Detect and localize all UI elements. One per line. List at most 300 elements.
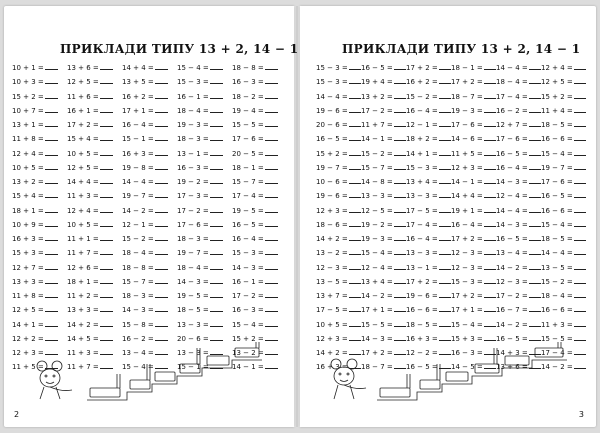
answer-blank[interactable]: [484, 289, 496, 298]
answer-blank[interactable]: [210, 90, 223, 99]
exercise-text: 16 − 5 =: [541, 192, 573, 201]
answer-blank[interactable]: [394, 303, 406, 312]
answer-blank[interactable]: [100, 246, 113, 255]
answer-blank[interactable]: [574, 318, 586, 327]
answer-blank[interactable]: [45, 289, 58, 298]
answer-blank[interactable]: [439, 175, 451, 184]
answer-blank[interactable]: [439, 147, 451, 156]
answer-blank[interactable]: [484, 147, 496, 156]
answer-blank[interactable]: [439, 232, 451, 241]
exercise-item: [232, 161, 287, 175]
answer-blank[interactable]: [45, 61, 58, 70]
answer-blank[interactable]: [265, 61, 278, 70]
answer-blank[interactable]: [45, 303, 58, 312]
answer-blank[interactable]: [265, 218, 278, 227]
answer-blank[interactable]: [100, 147, 113, 156]
answer-blank[interactable]: [529, 161, 541, 170]
answer-blank[interactable]: [574, 118, 586, 127]
exercise-text: 16 − 5 =: [232, 220, 264, 229]
exercise-text: 12 − 4 =: [361, 263, 393, 272]
answer-blank[interactable]: [529, 332, 541, 341]
exercise-text: 12 + 7 =: [496, 121, 528, 129]
answer-blank[interactable]: [100, 332, 113, 341]
answer-blank[interactable]: [439, 132, 451, 141]
exercise-text: 12 + 4 =: [541, 64, 573, 72]
answer-blank[interactable]: [100, 289, 113, 298]
answer-blank[interactable]: [484, 75, 496, 84]
answer-blank[interactable]: [529, 204, 541, 213]
answer-blank[interactable]: [439, 104, 451, 113]
answer-blank[interactable]: [484, 232, 496, 241]
answer-blank[interactable]: [100, 61, 113, 70]
answer-blank[interactable]: [45, 118, 58, 127]
answer-blank[interactable]: [155, 132, 168, 141]
exercise-text: 13 + 7 =: [316, 292, 348, 300]
exercise-text: 17 + 2 =: [67, 121, 99, 129]
exercise-text: 10 + 1 =: [12, 64, 44, 72]
answer-blank[interactable]: [439, 275, 451, 284]
answer-blank[interactable]: [265, 204, 278, 213]
exercise-text: 17 + 2 =: [406, 64, 438, 72]
answer-blank[interactable]: [394, 246, 406, 255]
exercise-text: 12 + 2 =: [12, 334, 44, 343]
exercise-item: [406, 147, 451, 161]
exercise-text: 10 + 3 =: [12, 78, 44, 87]
answer-blank[interactable]: [155, 232, 168, 241]
answer-blank[interactable]: [529, 232, 541, 241]
answer-blank[interactable]: [100, 275, 113, 284]
answer-blank[interactable]: [100, 118, 113, 127]
answer-blank[interactable]: [574, 246, 586, 255]
answer-blank[interactable]: [265, 318, 278, 327]
answer-blank[interactable]: [484, 61, 496, 70]
answer-blank[interactable]: [45, 218, 58, 227]
exercise-text: 19 − 6 =: [406, 292, 438, 300]
answer-blank[interactable]: [265, 303, 278, 312]
answer-blank[interactable]: [100, 218, 113, 227]
answer-blank[interactable]: [574, 90, 586, 99]
answer-blank[interactable]: [265, 147, 278, 156]
answer-blank[interactable]: [439, 204, 451, 213]
answer-blank[interactable]: [574, 189, 586, 198]
answer-blank[interactable]: [349, 204, 361, 213]
answer-blank[interactable]: [265, 90, 278, 99]
answer-blank[interactable]: [155, 90, 168, 99]
answer-blank[interactable]: [265, 189, 278, 198]
answer-blank[interactable]: [574, 104, 586, 113]
exercise-item: [361, 218, 406, 232]
exercise-item: [12, 161, 67, 175]
answer-blank[interactable]: [45, 232, 58, 241]
answer-blank[interactable]: [394, 218, 406, 227]
answer-blank[interactable]: [439, 61, 451, 70]
exercise-text: 12 + 5 =: [67, 78, 99, 87]
answer-blank[interactable]: [349, 132, 361, 141]
answer-blank[interactable]: [45, 261, 58, 270]
answer-blank[interactable]: [394, 189, 406, 198]
answer-blank[interactable]: [100, 132, 113, 141]
answer-blank[interactable]: [265, 246, 278, 255]
answer-blank[interactable]: [210, 318, 223, 327]
exercise-text: 16 − 4 =: [451, 220, 483, 229]
answer-blank[interactable]: [484, 303, 496, 312]
answer-blank[interactable]: [210, 161, 223, 170]
answer-blank[interactable]: [484, 318, 496, 327]
exercise-item: [451, 275, 496, 289]
exercise-text: 14 + 2 =: [316, 235, 348, 243]
answer-blank[interactable]: [439, 75, 451, 84]
exercise-text: 15 − 2 =: [406, 92, 438, 101]
answer-blank[interactable]: [210, 204, 223, 213]
exercise-text: 16 − 1 =: [177, 92, 209, 101]
answer-blank[interactable]: [349, 90, 361, 99]
answer-blank[interactable]: [100, 104, 113, 113]
exercise-item: [232, 204, 287, 218]
answer-blank[interactable]: [529, 261, 541, 270]
exercise-item: [232, 118, 287, 132]
answer-blank[interactable]: [265, 332, 278, 341]
answer-blank[interactable]: [439, 303, 451, 312]
answer-blank[interactable]: [439, 90, 451, 99]
answer-blank[interactable]: [394, 289, 406, 298]
answer-blank[interactable]: [484, 104, 496, 113]
exercise-text: 15 − 2 =: [541, 277, 573, 286]
answer-blank[interactable]: [155, 261, 168, 270]
exercise-item: [316, 175, 361, 189]
answer-blank[interactable]: [155, 204, 168, 213]
answer-blank[interactable]: [210, 275, 223, 284]
answer-blank[interactable]: [349, 147, 361, 156]
answer-blank[interactable]: [265, 289, 278, 298]
answer-blank[interactable]: [100, 175, 113, 184]
exercise-text: 14 − 4 =: [316, 92, 348, 101]
answer-blank[interactable]: [349, 61, 361, 70]
answer-blank[interactable]: [574, 360, 586, 369]
answer-blank[interactable]: [394, 104, 406, 113]
answer-blank[interactable]: [45, 147, 58, 156]
exercise-item: [12, 61, 67, 75]
answer-blank[interactable]: [100, 189, 113, 198]
exercise-item: [361, 104, 406, 118]
exercise-text: 11 + 3 =: [67, 349, 99, 357]
exercise-text: 14 − 3 =: [177, 277, 209, 286]
answer-blank[interactable]: [100, 261, 113, 270]
answer-blank[interactable]: [529, 303, 541, 312]
answer-blank[interactable]: [45, 90, 58, 99]
answer-blank[interactable]: [394, 175, 406, 184]
answer-blank[interactable]: [394, 332, 406, 341]
answer-blank[interactable]: [529, 147, 541, 156]
answer-blank[interactable]: [484, 275, 496, 284]
answer-blank[interactable]: [100, 232, 113, 241]
exercise-text: 18 + 1 =: [67, 277, 99, 286]
answer-blank[interactable]: [439, 118, 451, 127]
answer-blank[interactable]: [349, 261, 361, 270]
answer-blank[interactable]: [529, 132, 541, 141]
exercise-item: [451, 261, 496, 275]
exercise-item: [12, 289, 67, 303]
answer-blank[interactable]: [439, 261, 451, 270]
answer-blank[interactable]: [574, 275, 586, 284]
exercise-text: 12 − 3 =: [316, 263, 348, 272]
answer-blank[interactable]: [45, 161, 58, 170]
exercise-text: 19 − 8 =: [122, 163, 154, 172]
answer-blank[interactable]: [349, 275, 361, 284]
answer-blank[interactable]: [45, 246, 58, 255]
answer-blank[interactable]: [529, 318, 541, 327]
exercise-item: [406, 246, 451, 260]
answer-blank[interactable]: [394, 147, 406, 156]
answer-blank[interactable]: [349, 246, 361, 255]
answer-blank[interactable]: [210, 189, 223, 198]
exercise-text: 15 − 4 =: [451, 320, 483, 329]
answer-blank[interactable]: [574, 218, 586, 227]
answer-blank[interactable]: [265, 275, 278, 284]
answer-blank[interactable]: [265, 232, 278, 241]
exercise-text: 18 − 4 =: [177, 263, 209, 272]
answer-blank[interactable]: [45, 104, 58, 113]
answer-blank[interactable]: [45, 189, 58, 198]
answer-blank[interactable]: [439, 161, 451, 170]
answer-blank[interactable]: [394, 61, 406, 70]
exercise-item: [122, 261, 177, 275]
answer-blank[interactable]: [349, 318, 361, 327]
answer-blank[interactable]: [349, 175, 361, 184]
answer-blank[interactable]: [439, 218, 451, 227]
answer-blank[interactable]: [349, 118, 361, 127]
exercise-item: [406, 104, 451, 118]
answer-blank[interactable]: [155, 175, 168, 184]
answer-blank[interactable]: [484, 118, 496, 127]
answer-blank[interactable]: [45, 75, 58, 84]
exercise-text: 15 + 2 =: [316, 149, 348, 158]
answer-blank[interactable]: [45, 318, 58, 327]
exercise-item: [316, 90, 361, 104]
answer-blank[interactable]: [45, 332, 58, 341]
answer-blank[interactable]: [574, 175, 586, 184]
exercise-text: 17 − 3 =: [177, 192, 209, 201]
answer-blank[interactable]: [210, 289, 223, 298]
answer-blank[interactable]: [100, 318, 113, 327]
answer-blank[interactable]: [155, 246, 168, 255]
exercise-text: 19 − 3 =: [177, 121, 209, 129]
answer-blank[interactable]: [155, 318, 168, 327]
answer-blank[interactable]: [574, 303, 586, 312]
answer-blank[interactable]: [529, 61, 541, 70]
answer-blank[interactable]: [484, 218, 496, 227]
answer-blank[interactable]: [574, 147, 586, 156]
answer-blank[interactable]: [574, 332, 586, 341]
exercise-item: [451, 232, 496, 246]
answer-blank[interactable]: [439, 189, 451, 198]
exercise-item: [122, 147, 177, 161]
answer-blank[interactable]: [210, 246, 223, 255]
answer-blank[interactable]: [210, 75, 223, 84]
answer-blank[interactable]: [394, 318, 406, 327]
exercise-text: 15 − 4 =: [541, 220, 573, 229]
answer-blank[interactable]: [529, 189, 541, 198]
answer-blank[interactable]: [574, 261, 586, 270]
exercise-item: [496, 318, 541, 332]
exercise-text: 15 − 5 =: [361, 320, 393, 329]
exercise-text: 15 − 4 =: [541, 149, 573, 158]
answer-blank[interactable]: [394, 232, 406, 241]
answer-blank[interactable]: [349, 218, 361, 227]
answer-blank[interactable]: [265, 161, 278, 170]
exercise-item: [12, 118, 67, 132]
answer-blank[interactable]: [45, 275, 58, 284]
answer-blank[interactable]: [484, 161, 496, 170]
answer-blank[interactable]: [155, 147, 168, 156]
answer-blank[interactable]: [529, 275, 541, 284]
answer-blank[interactable]: [100, 303, 113, 312]
exercise-text: 18 − 7 =: [361, 363, 393, 372]
answer-blank[interactable]: [529, 218, 541, 227]
answer-blank[interactable]: [155, 218, 168, 227]
answer-blank[interactable]: [439, 318, 451, 327]
exercise-text: 18 − 5 =: [177, 306, 209, 315]
answer-blank[interactable]: [574, 204, 586, 213]
answer-blank[interactable]: [484, 132, 496, 141]
answer-blank[interactable]: [100, 204, 113, 213]
answer-blank[interactable]: [394, 204, 406, 213]
exercise-text: 15 − 4 =: [232, 320, 264, 329]
answer-blank[interactable]: [394, 75, 406, 84]
exercise-item: [496, 75, 541, 89]
answer-blank[interactable]: [574, 132, 586, 141]
answer-blank[interactable]: [484, 189, 496, 198]
answer-blank[interactable]: [349, 289, 361, 298]
exercise-item: [232, 218, 287, 232]
answer-blank[interactable]: [349, 104, 361, 113]
exercise-item: [451, 104, 496, 118]
answer-blank[interactable]: [349, 332, 361, 341]
answer-blank[interactable]: [155, 303, 168, 312]
answer-blank[interactable]: [155, 104, 168, 113]
answer-blank[interactable]: [439, 246, 451, 255]
answer-blank[interactable]: [265, 132, 278, 141]
answer-blank[interactable]: [574, 346, 586, 355]
answer-blank[interactable]: [529, 104, 541, 113]
answer-blank[interactable]: [484, 175, 496, 184]
answer-blank[interactable]: [210, 104, 223, 113]
answer-blank[interactable]: [210, 232, 223, 241]
exercise-item: [232, 303, 287, 317]
exercise-item: [177, 90, 232, 104]
answer-blank[interactable]: [210, 303, 223, 312]
answer-blank[interactable]: [394, 161, 406, 170]
answer-blank[interactable]: [484, 246, 496, 255]
exercise-text: 17 − 4 =: [406, 220, 438, 229]
answer-blank[interactable]: [210, 332, 223, 341]
answer-blank[interactable]: [529, 175, 541, 184]
answer-blank[interactable]: [155, 161, 168, 170]
exercise-item: [122, 175, 177, 189]
answer-blank[interactable]: [265, 261, 278, 270]
answer-blank[interactable]: [265, 175, 278, 184]
exercise-item: [122, 118, 177, 132]
answer-blank[interactable]: [265, 118, 278, 127]
exercise-text: 17 − 4 =: [541, 349, 573, 357]
answer-blank[interactable]: [45, 132, 58, 141]
exercise-text: 13 + 1 =: [12, 121, 44, 129]
answer-blank[interactable]: [529, 246, 541, 255]
answer-blank[interactable]: [394, 275, 406, 284]
answer-blank[interactable]: [210, 132, 223, 141]
answer-blank[interactable]: [439, 332, 451, 341]
exercise-item: [361, 90, 406, 104]
exercise-item: [361, 75, 406, 89]
answer-blank[interactable]: [210, 147, 223, 156]
answer-blank[interactable]: [349, 232, 361, 241]
answer-blank[interactable]: [574, 75, 586, 84]
answer-blank[interactable]: [155, 289, 168, 298]
answer-blank[interactable]: [394, 132, 406, 141]
answer-blank[interactable]: [155, 61, 168, 70]
answer-blank[interactable]: [529, 75, 541, 84]
answer-blank[interactable]: [210, 61, 223, 70]
answer-blank[interactable]: [484, 332, 496, 341]
exercise-item: [541, 132, 586, 146]
answer-blank[interactable]: [45, 204, 58, 213]
answer-blank[interactable]: [100, 161, 113, 170]
answer-blank[interactable]: [439, 289, 451, 298]
exercise-text: 17 + 2 =: [451, 78, 483, 87]
answer-blank[interactable]: [210, 118, 223, 127]
answer-blank[interactable]: [394, 261, 406, 270]
answer-blank[interactable]: [394, 118, 406, 127]
exercise-item: [12, 175, 67, 189]
answer-blank[interactable]: [484, 90, 496, 99]
answer-blank[interactable]: [574, 61, 586, 70]
answer-blank[interactable]: [394, 90, 406, 99]
answer-blank[interactable]: [155, 332, 168, 341]
exercise-item: [496, 90, 541, 104]
exercise-text: 19 − 2 =: [177, 178, 209, 186]
answer-blank[interactable]: [349, 303, 361, 312]
answer-blank[interactable]: [155, 275, 168, 284]
answer-blank[interactable]: [210, 218, 223, 227]
exercise-item: [541, 61, 586, 75]
answer-blank[interactable]: [100, 75, 113, 84]
answer-blank[interactable]: [210, 261, 223, 270]
answer-blank[interactable]: [574, 289, 586, 298]
answer-blank[interactable]: [349, 75, 361, 84]
answer-blank[interactable]: [210, 175, 223, 184]
answer-blank[interactable]: [529, 118, 541, 127]
answer-blank[interactable]: [265, 75, 278, 84]
answer-blank[interactable]: [484, 204, 496, 213]
answer-blank[interactable]: [529, 289, 541, 298]
answer-blank[interactable]: [529, 90, 541, 99]
answer-blank[interactable]: [484, 261, 496, 270]
answer-blank[interactable]: [155, 118, 168, 127]
answer-blank[interactable]: [45, 175, 58, 184]
exercise-text: 12 + 5 =: [12, 306, 44, 315]
answer-blank[interactable]: [265, 104, 278, 113]
answer-blank[interactable]: [155, 189, 168, 198]
exercise-text: 13 − 3 =: [177, 320, 209, 329]
exercise-text: 16 + 3 =: [316, 363, 348, 372]
answer-blank[interactable]: [574, 232, 586, 241]
exercise-item: [316, 318, 361, 332]
answer-blank[interactable]: [349, 189, 361, 198]
answer-blank[interactable]: [349, 161, 361, 170]
answer-blank[interactable]: [574, 161, 586, 170]
exercise-item: [316, 189, 361, 203]
answer-blank[interactable]: [100, 90, 113, 99]
answer-blank[interactable]: [155, 75, 168, 84]
